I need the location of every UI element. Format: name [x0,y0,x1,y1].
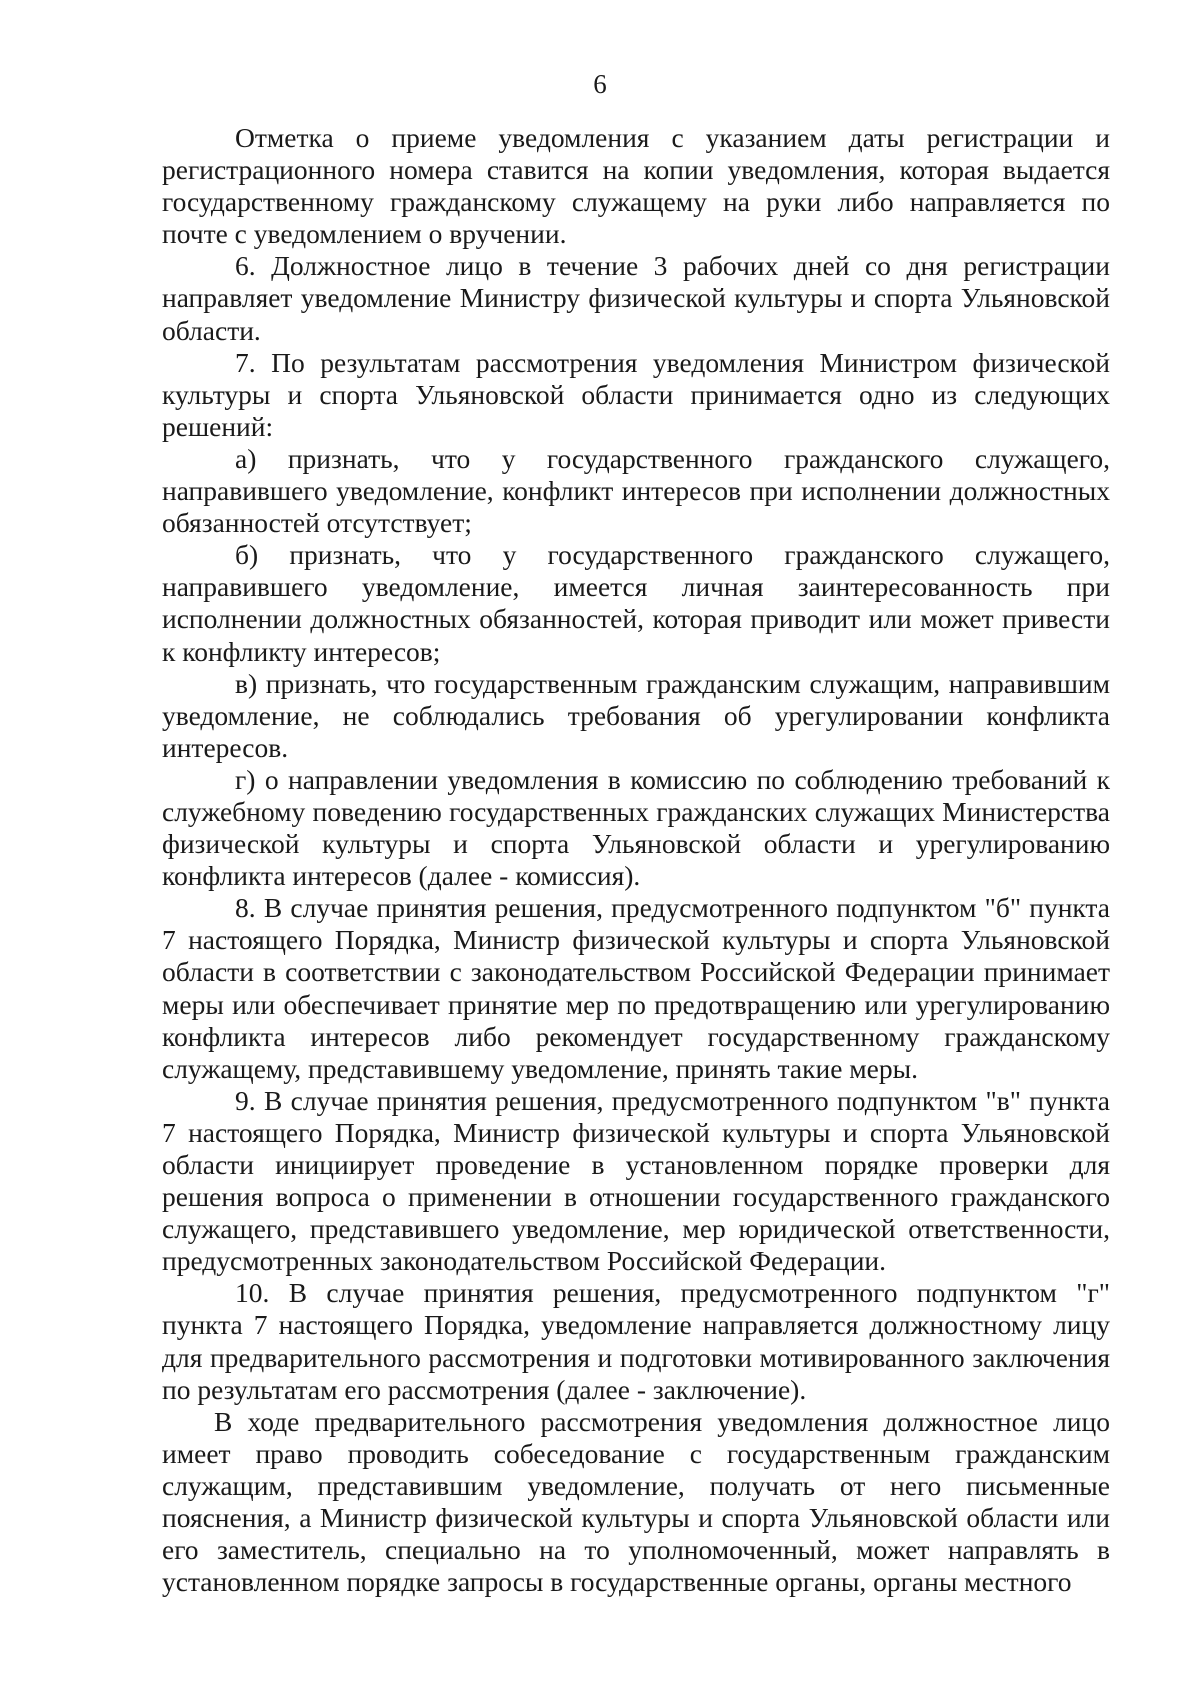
paragraph-item-9: 9. В случае принятия решения, предусмотренного подпунктом "в" пункта 7 настоящего Порядка, Министр физической культуры и спорта Ульяновской области инициирует проведение в установленном порядке проверки для решения вопроса о применении в отношении государственного гражданского служащего, представившего уведомление, мер юридической ответственности, предусмотренных законодательством Российской Федерации. [162,1084,1110,1277]
document-body [162,122,1110,1598]
paragraph-subitem-a: а) признать, что у государственного гражданского служащего, направившего уведомление, конфликт интересов при исполнении должностных обязанностей отсутствует; [162,442,1110,539]
page-number: 6 [593,69,607,99]
paragraph-preliminary-review: В ходе предварительного рассмотрения уведомления должностное лицо имеет право проводить собеседование с государственным гражданским служащим, представившим уведомление, получать от него письменные пояснения, а Министр физической культуры и спорта Ульяновской области или его заместитель, специально на то уполномоченный, может направлять в установленном порядке запросы в государственные органы, органы местного [162,1405,1110,1598]
paragraph-item-10: 10. В случае принятия решения, предусмотренного подпунктом "г" пункта 7 настоящего Порядка, уведомление направляется должностному лицу для предварительного рассмотрения и подготовки мотивированного заключения по результатам его рассмотрения (далее - заключение). [162,1277,1110,1405]
paragraph-notification-mark: Отметка о приеме уведомления с указанием даты регистрации и регистрационного номера ставится на копии уведомления, которая выдается государственному гражданскому служащему на руки либо направляется по почте с уведомлением о вручении. [162,122,1110,250]
paragraph-item-7: 7. По результатам рассмотрения уведомления Министром физической культуры и спорта Ульяновской области принимается одно из следующих решений: [162,346,1110,442]
paragraph-subitem-v: в) признать, что государственным гражданским служащим, направившим уведомление, не соблюдались требования об урегулировании конфликта интересов. [162,667,1110,763]
paragraph-subitem-b: б) признать, что у государственного гражданского служащего, направившего уведомление, имеется личная заинтересованность при исполнении должностных обязанностей, которая приводит или может привести к конфликту интересов; [162,539,1110,667]
paragraph-item-8: 8. В случае принятия решения, предусмотренного подпунктом "б" пункта 7 настоящего Порядка, Министр физической культуры и спорта Ульяновской области в соответствии с законодательством Российской Федерации принимает меры или обеспечивает принятие мер по предотвращению или урегулированию конфликта интересов либо рекомендует государственному гражданскому служащему, представившему уведомление, принять такие меры. [162,892,1110,1084]
paragraph-subitem-g: г) о направлении уведомления в комиссию по соблюдению требований к служебному поведению государственных гражданских служащих Министерства физической культуры и спорта Ульяновской области и урегулированию конфликта интересов (далее - комиссия). [162,763,1110,892]
paragraph-item-6: 6. Должностное лицо в течение 3 рабочих дней со дня регистрации направляет уведомление Министру физической культуры и спорта Ульяновской области. [162,250,1110,346]
